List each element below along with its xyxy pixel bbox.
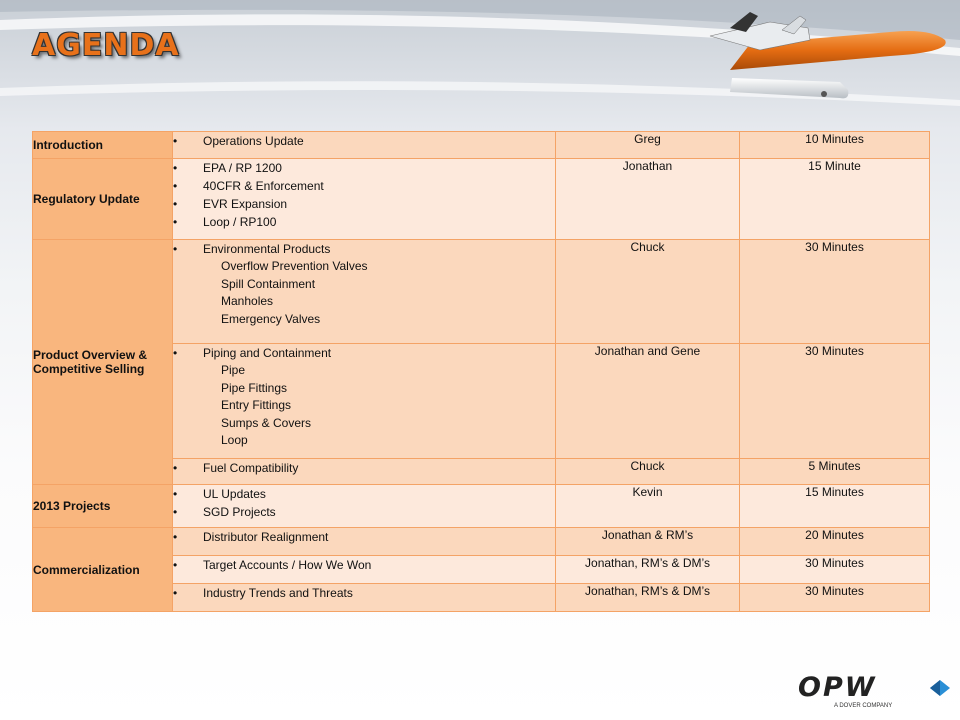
subtopic: Spill Containment [221, 276, 316, 291]
topic-bullet: • 40CFR & Enforcement [173, 177, 555, 195]
duration-cell: 20 Minutes [740, 528, 930, 556]
section-cell: Introduction [33, 132, 173, 159]
section-cell: Regulatory Update [33, 159, 173, 240]
topic-bullet: • Piping and Containment [173, 344, 555, 362]
presenter-cell: Chuck [556, 459, 740, 485]
table-row [33, 528, 930, 556]
topic-cell [173, 584, 556, 612]
presenter-cell: Jonathan and Gene [556, 344, 740, 459]
section-cell: 2013 Projects [33, 485, 173, 528]
logo-wordmark: OPW [798, 672, 877, 703]
subtopic: Emergency Valves [221, 311, 321, 326]
agenda-table [32, 131, 930, 612]
topic-bullet: • Target Accounts / How We Won [173, 556, 555, 574]
duration-cell: 30 Minutes [740, 240, 930, 344]
topic-bullet: • Industry Trends and Threats [173, 584, 555, 602]
subtopic: Entry Fittings [221, 398, 292, 412]
table-row [33, 240, 930, 344]
presenter-cell: Chuck [556, 240, 740, 344]
subtopic: Overflow Prevention Valves [221, 259, 368, 273]
topic-bullet: • Distributor Realignment [173, 528, 555, 546]
table-row [33, 485, 930, 528]
page-title: AGENDA [32, 28, 180, 63]
section-cell: Commercialization [33, 528, 173, 612]
presenter-cell: Jonathan, RM’s & DM’s [556, 584, 740, 612]
logo-diamond-icon [928, 678, 952, 698]
topic-cell [173, 240, 556, 344]
duration-cell: 15 Minute [740, 159, 930, 240]
topic-bullet: • Fuel Compatibility [173, 459, 555, 477]
duration-cell: 5 Minutes [740, 459, 930, 485]
table-row [33, 132, 930, 159]
topic-bullet: • EPA / RP 1200 [173, 159, 555, 177]
table-row [33, 159, 930, 240]
presenter-cell: Greg [556, 132, 740, 159]
topic-bullet: • EVR Expansion [173, 195, 555, 213]
topic-cell [173, 556, 556, 584]
duration-cell: 15 Minutes [740, 485, 930, 528]
logo-tagline: A DOVER COMPANY [834, 703, 893, 709]
subtopic: Pipe Fittings [221, 380, 288, 395]
duration-cell: 10 Minutes [740, 132, 930, 159]
subtopic: Sumps & Covers [221, 415, 312, 430]
presenter-cell: Jonathan & RM’s [556, 528, 740, 556]
space-shuttle-image [690, 8, 960, 118]
duration-cell: 30 Minutes [740, 584, 930, 612]
presenter-cell: Jonathan, RM’s & DM’s [556, 556, 740, 584]
subtopic: Pipe [221, 363, 246, 377]
topic-cell [173, 459, 556, 485]
topic-bullet: • UL Updates [173, 485, 555, 503]
topic-cell [173, 132, 556, 159]
subtopic: Loop [221, 433, 248, 447]
topic-cell [173, 528, 556, 556]
topic-cell [173, 485, 556, 528]
topic-cell [173, 159, 556, 240]
duration-cell: 30 Minutes [740, 344, 930, 459]
presenter-cell: Jonathan [556, 159, 740, 240]
subtopic: Manholes [221, 294, 274, 308]
opw-logo [798, 672, 956, 716]
section-cell: Product Overview & Competitive Selling [33, 240, 173, 485]
topic-bullet: • Loop / RP100 [173, 213, 555, 231]
topic-bullet: • SGD Projects [173, 503, 555, 521]
topic-cell [173, 344, 556, 459]
presenter-cell: Kevin [556, 485, 740, 528]
topic-bullet: • Operations Update [173, 132, 555, 150]
duration-cell: 30 Minutes [740, 556, 930, 584]
topic-bullet: • Environmental Products [173, 240, 555, 258]
